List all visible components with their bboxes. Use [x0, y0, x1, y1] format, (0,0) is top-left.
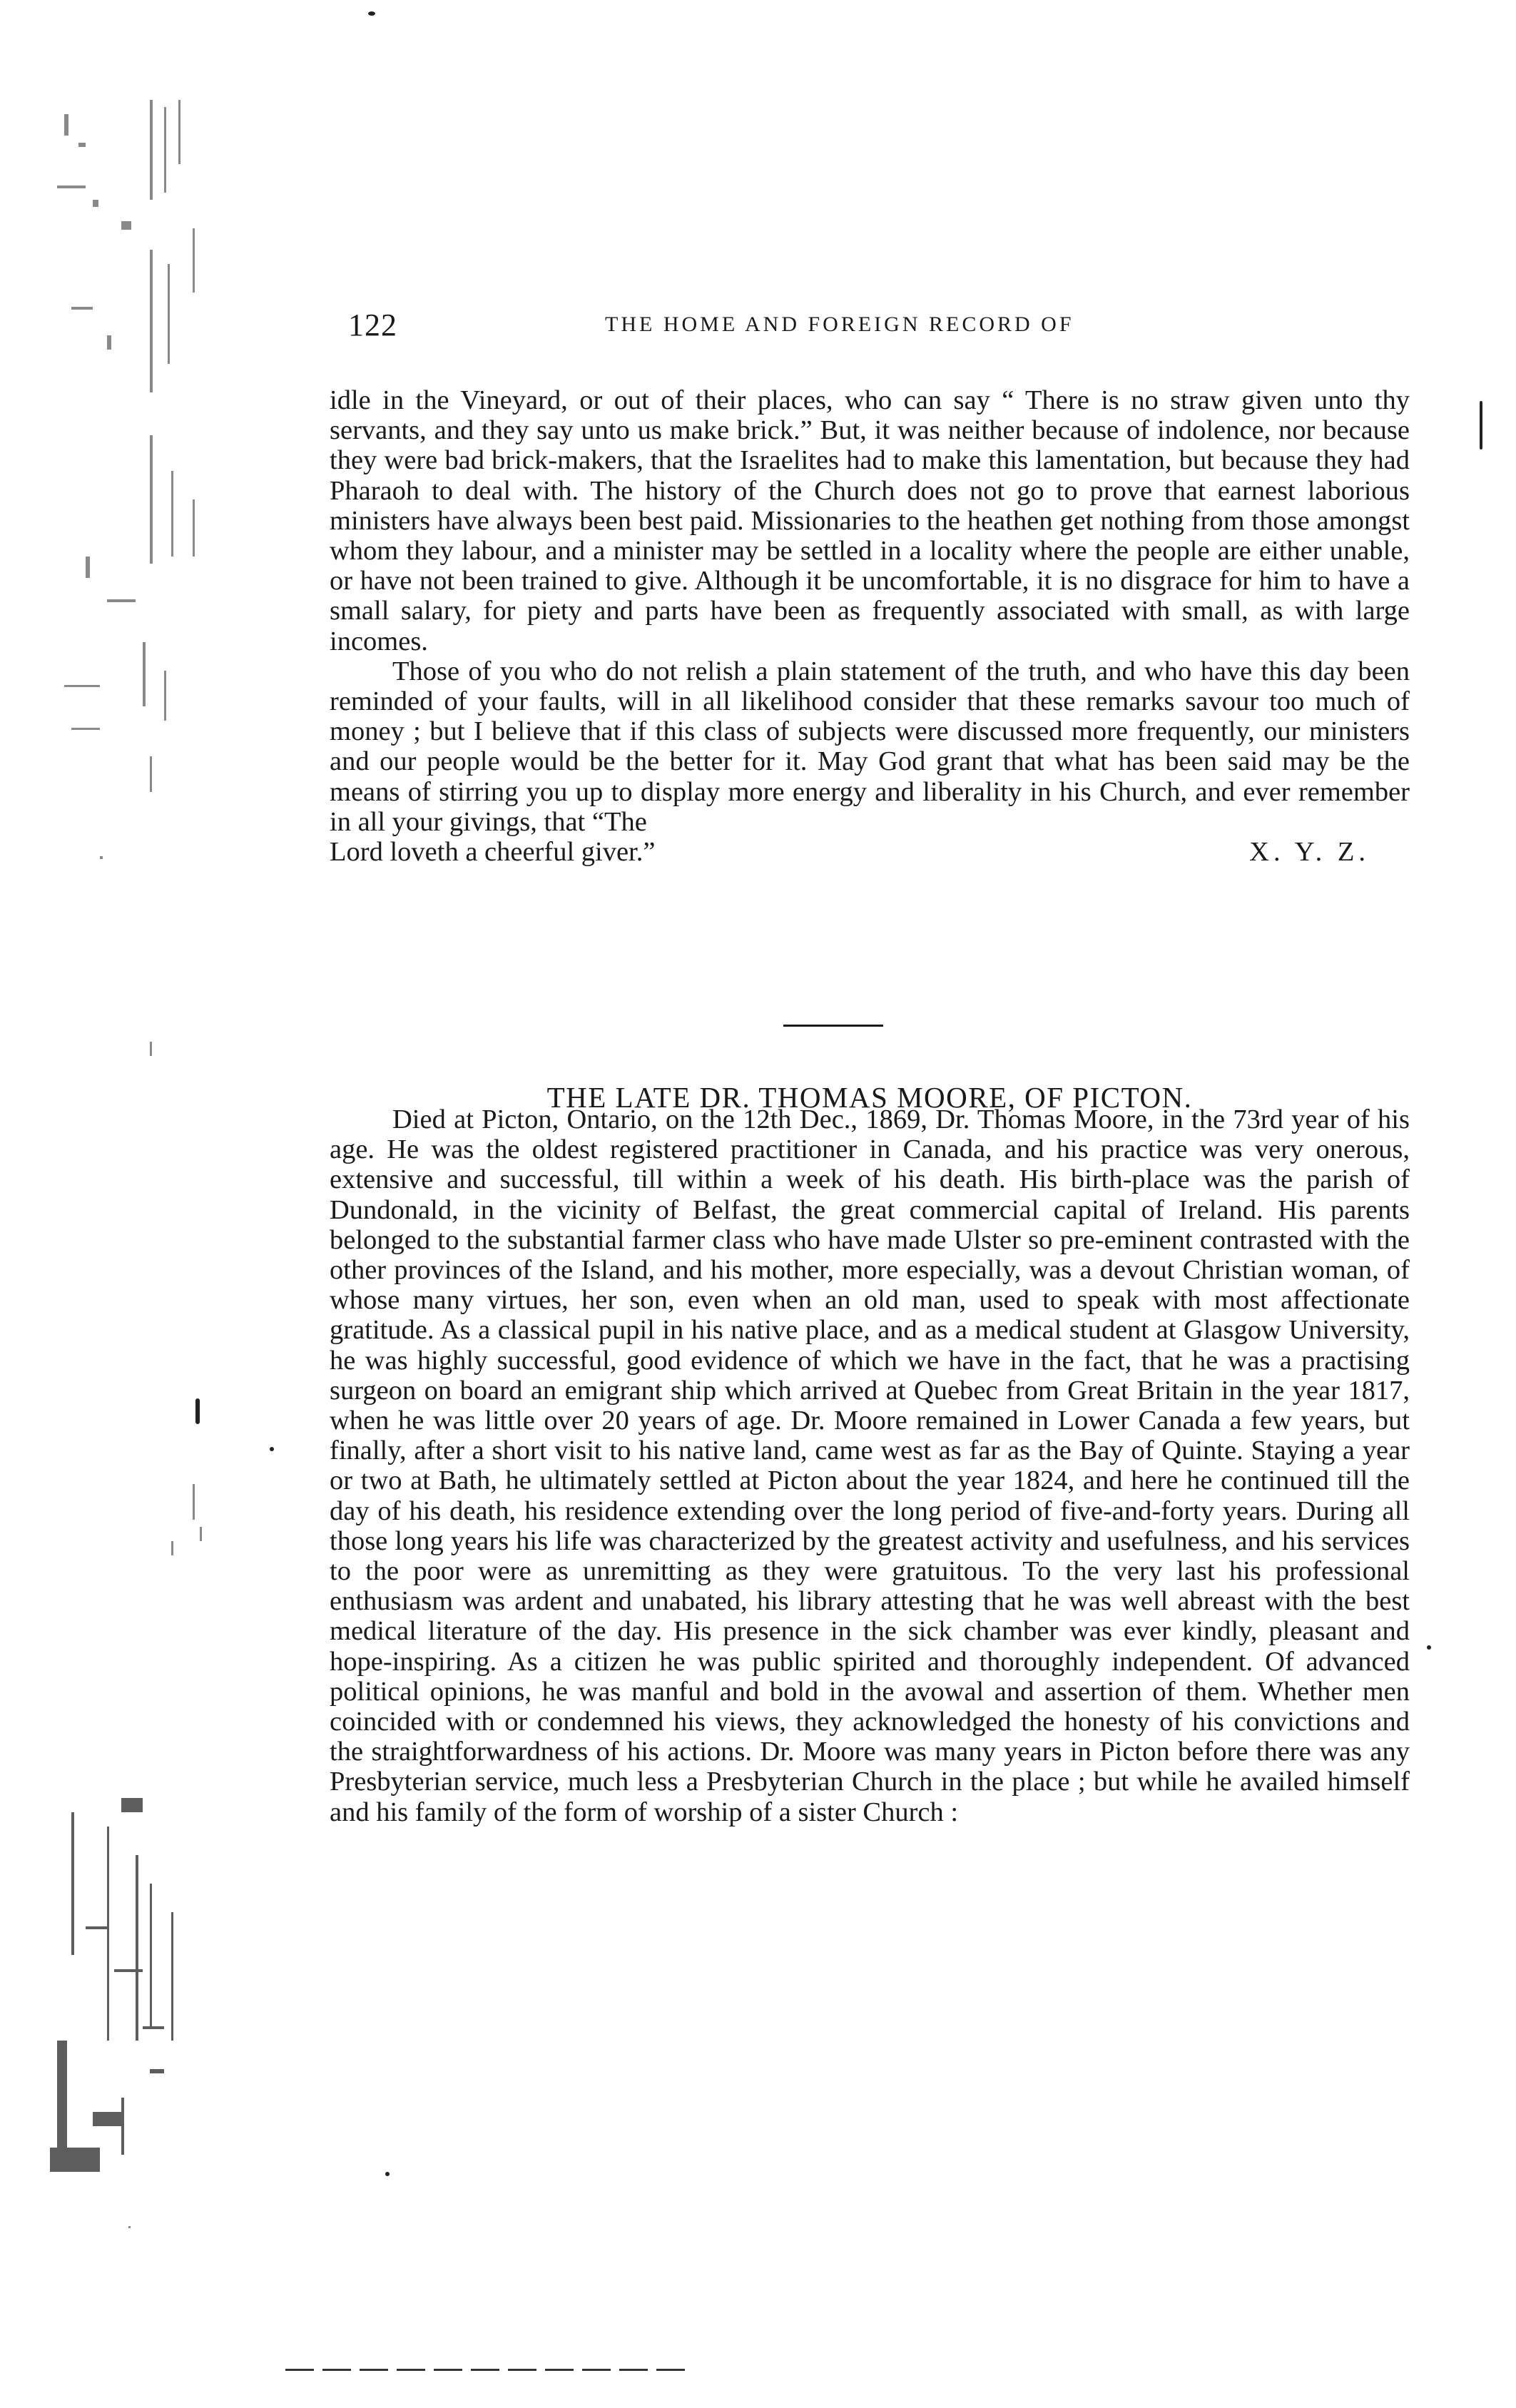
running-head — [348, 307, 1418, 350]
binding-edge-scan-noise — [43, 100, 257, 2347]
ink-speck — [1480, 425, 1482, 449]
article-body — [330, 1104, 1410, 1827]
running-title: THE HOME AND FOREIGN RECORD OF — [605, 313, 1074, 336]
continued-article — [330, 385, 1410, 867]
closing-line — [330, 837, 1410, 867]
ink-speck — [385, 2172, 390, 2176]
author-signature: X. Y. Z. — [1249, 837, 1370, 868]
paragraph: Died at Picton, Ontario, on the 12th Dec., 1869, Dr. Thomas Moore, in the 73rd year of his age. He was the oldest registered practitioner in Canada, and his practice was very onerous, extensive and successful, till within a week of his death. His birth-place was the parish of Dundonald, in the vicinity of Belfast, the great commercial capital of Ireland. His parents belonged to the substantial farmer class who have made Ulster so pre-eminent contrasted with the other provinces of the Island, and his mother, more especially, was a devout Christian woman, of whose many virtues, her son, even when an old man, used to speak with most affectionate gratitude. As a classical pupil in his native place, and as a medical student at Glasgow University, he was highly successful, good evidence of which we have in the fact, that he was a practising surgeon on board an emigrant ship which arrived at Quebec from Great Britain in the year 1817, when he was little over 20 years of age. Dr. Moore remained in Lower Canada a few years, but finally, after a short visit to his native land, came west as far as the Bay of Quinte. Staying a year or two at Bath, he ultimately settled at Picton about the year 1824, and here he continued till the day of his death, his residence extending over the long period of five-and-forty years. During all those long years his life was characterized by the greatest activity and usefulness, and his services to the poor were as unremitting as they were gratuitous. To the very last his professional enthusiasm was ardent and unabated, his library attesting that he was well abreast with the best medical literature of the day. His presence in the sick chamber was ever kindly, pleasant and hope-inspiring. As a citizen he was public spirited and thoroughly independent. Of advanced political opinions, he was manful and bold in the avowal and assertion of them. Whether men coincided with or condemned his views, they acknowledged the honesty of his convictions and the straightforwardness of his actions. Dr. Moore was many years in Picton before there was any Presbyterian service, much less a Presbyterian Church in the place ; but while he availed himself and his family of the form of worship of a sister Church : — [330, 1104, 1410, 1827]
ink-speck — [270, 1447, 274, 1451]
bottom-edge-rule — [285, 2369, 685, 2371]
paragraph: Those of you who do not relish a plain statement of the truth, and who have this day been reminded of your faults, will in all likelihood consider that these remarks savour too much of money ; but I believe that if this class of subjects were discussed more frequently, our ministers and our people would be the better for it. May God grant that what has been said may be the means of stirring you up to display more energy and liberality in his Church, and ever remember in all your givings, that “The — [330, 656, 1410, 837]
section-separator-rule — [783, 1025, 883, 1027]
ink-speck — [195, 1398, 200, 1424]
paragraph: idle in the Vineyard, or out of their places, who can say “ There is no straw given unto thy servants, and they say unto us make brick.” But, it was neither because of indolence, nor because they were bad brick-makers, that the Israelites had to make this lamentation, but because they had Pharaoh to deal with. The history of the Church does not go to prove that earnest laborious ministers have always been best paid. Missionaries to the heathen get nothing from those amongst whom they labour, and a minister may be settled in a locality where the people are either unable, or have not been trained to give. Although it be uncomfortable, it is no disgrace for him to have a small salary, for piety and parts have been as frequently associated with small, as with large incomes. — [330, 385, 1410, 656]
closing-text: Lord loveth a cheerful giver.” — [330, 837, 656, 868]
ink-speck — [368, 11, 375, 16]
ink-speck — [1427, 1645, 1431, 1650]
page-number: 122 — [348, 308, 397, 342]
article-title: THE LATE DR. THOMAS MOORE, OF PICTON. — [546, 1081, 1193, 1114]
